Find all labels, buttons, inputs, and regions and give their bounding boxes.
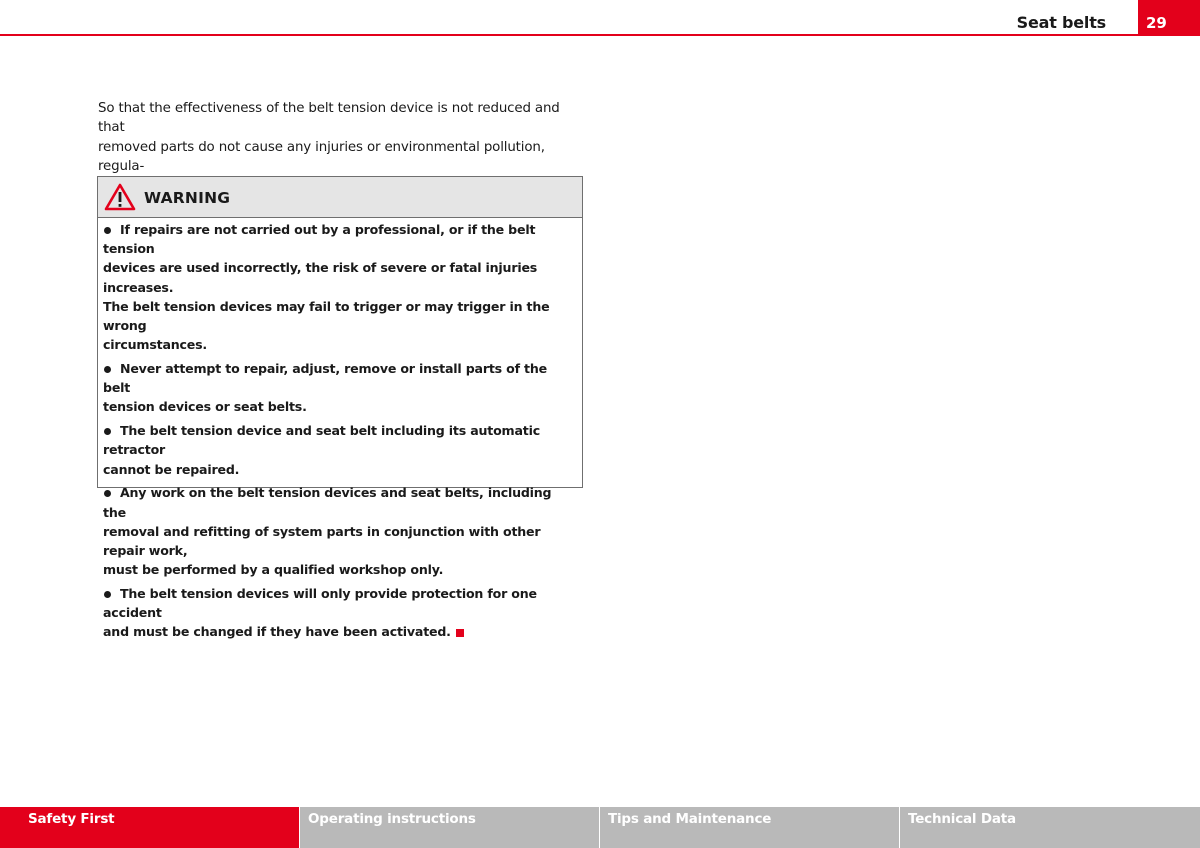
warning-item-line: and must be changed if they have been activated. — [103, 624, 451, 640]
bullet-icon — [104, 227, 111, 234]
warning-item-line: circumstances. — [103, 337, 208, 353]
warning-item-line: Any work on the belt tension devices and seat belts, including the — [103, 485, 552, 520]
intro-line: So that the effectiveness of the belt tension device is not reduced and that — [98, 101, 560, 136]
list-item — [103, 421, 577, 479]
bullet-icon — [104, 591, 111, 598]
tab-safety-first[interactable]: Safety First — [0, 807, 299, 848]
bullet-icon — [104, 366, 111, 373]
warning-item-line: The belt tension devices may fail to trigger or may trigger in the wrong — [103, 298, 550, 334]
header-rule — [0, 34, 1200, 36]
warning-item-line: tension devices or seat belts. — [103, 399, 307, 415]
warning-triangle-icon — [104, 183, 136, 211]
section-title: Seat belts — [1016, 13, 1106, 32]
end-of-section-icon — [456, 629, 464, 637]
warning-item-line: Never attempt to repair, adjust, remove or install parts of the belt — [103, 361, 547, 396]
tab-tips-and-maintenance[interactable]: Tips and Maintenance — [600, 807, 899, 848]
warning-item-line: devices are used incorrectly, the risk of severe or fatal injuries increases. — [103, 260, 538, 295]
warning-item-line: cannot be repaired. — [103, 461, 240, 477]
bullet-icon — [104, 490, 111, 497]
list-item — [103, 483, 577, 579]
warning-list — [98, 218, 582, 642]
list-item — [103, 584, 577, 642]
bullet-icon — [104, 428, 111, 435]
warning-item-line: removal and refitting of system parts in conjunction with other repair work, — [103, 523, 541, 559]
warning-item-line: The belt tension device and seat belt including its automatic retractor — [103, 423, 540, 458]
warning-title: WARNING — [144, 188, 231, 207]
warning-item-line: The belt tension devices will only provide protection for one accident — [103, 586, 537, 621]
tab-operating-instructions[interactable]: Operating instructions — [300, 807, 599, 848]
tab-technical-data[interactable]: Technical Data — [900, 807, 1200, 848]
warning-header — [98, 177, 582, 218]
warning-item-line: If repairs are not carried out by a professional, or if the belt tension — [103, 222, 536, 257]
footer-nav — [0, 807, 1200, 848]
warning-item-line: must be performed by a qualified workshop only. — [103, 562, 444, 578]
page-number: 29 — [1138, 0, 1200, 36]
intro-line: removed parts do not cause any injuries or environmental pollution, regula- — [98, 139, 545, 174]
list-item — [103, 359, 577, 417]
warning-box — [97, 176, 583, 640]
list-item — [103, 220, 577, 354]
